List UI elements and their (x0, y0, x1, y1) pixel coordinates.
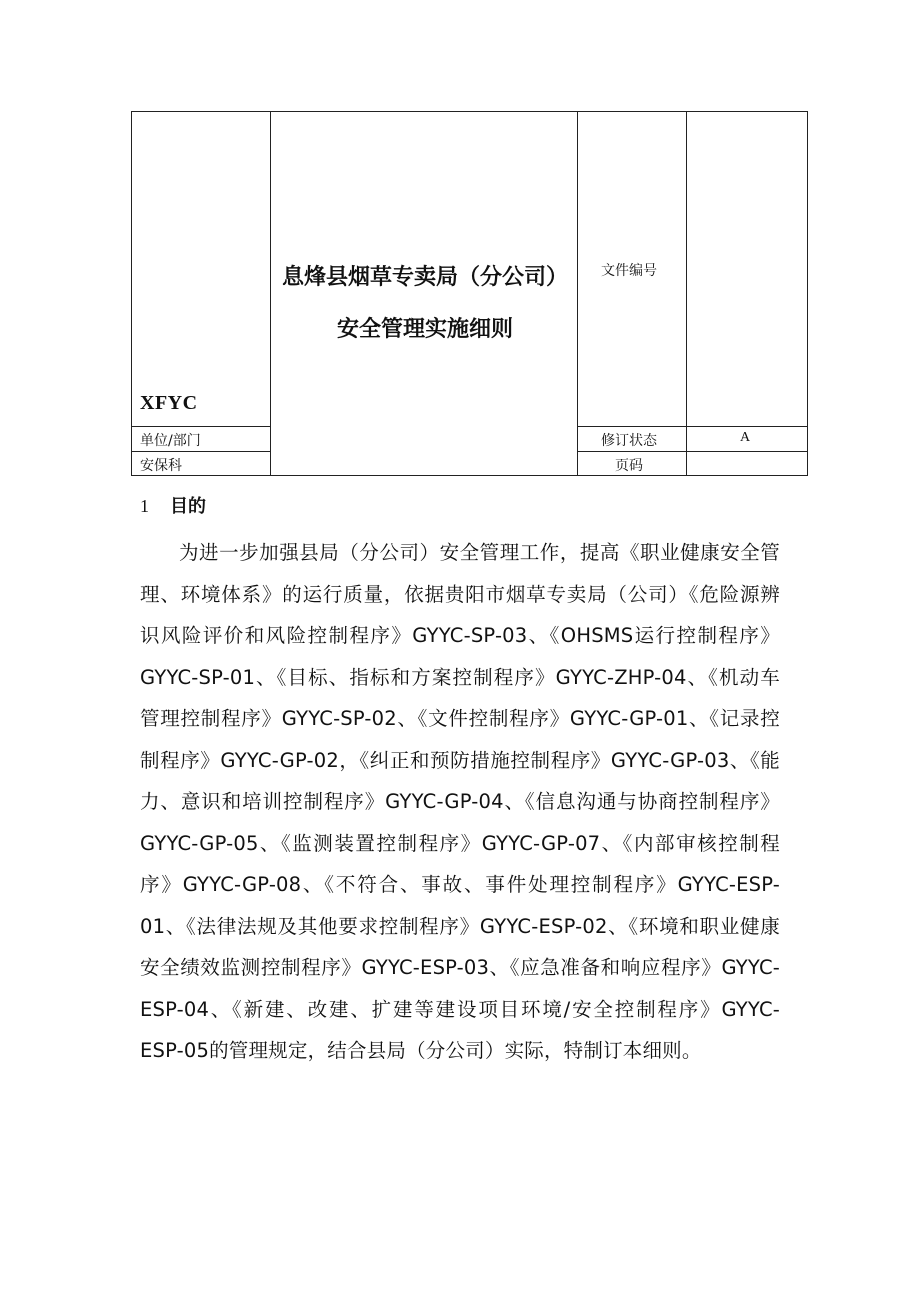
document-title: 息烽县烟草专卖局（分公司）安全管理实施细则 (281, 265, 568, 342)
table-divider (577, 451, 808, 452)
company-logo-text: XFYC (140, 392, 198, 414)
table-divider (577, 426, 808, 427)
revision-label: 修订状态 (601, 433, 657, 449)
doc-number-label: 文件编号 (601, 263, 657, 279)
purpose-paragraph: 为进一步加强县局（分公司）安全管理工作，提高《职业健康安全管理、环境体系》的运行质量，依据贵阳市烟草专卖局（公司）《危险源辨识风险评价和风险控制程序》GYYC-SP-03、《OHSMS运行控制程序》GYYC-SP-01、《目标、指标和方案控制程序》GYYC-ZHP-04、《机动车管理控制程序》GYYC-SP-02、《文件控制程序》GYYC-GP-01、《记录控制程序》GYYC-GP-02，《纠正和预防措施控制程序》GYYC-GP-03、《能力、意识和培训控制程序》GYYC-GP-04、《信息沟通与协商控制程序》GYYC-GP-05、《监测装置控制程序》GYYC-GP-07、《内部审核控制程序》GYYC-GP-08、《不符合、事故、事件处理控制程序》GYYC-ESP-01、《法律法规及其他要求控制程序》GYYC-ESP-02、《环境和职业健康安全绩效监测控制程序》GYYC-ESP-03、《应急准备和响应程序》GYYC-ESP-04、《新建、改建、扩建等建设项目环境/安全控制程序》GYYC-ESP-05的管理规定，结合县局（分公司）实际，特制订本细则。 (140, 541, 780, 1062)
table-divider (270, 112, 271, 426)
section-title: 目的 (170, 496, 206, 517)
page-label: 页码 (615, 458, 643, 474)
unit-label: 单位/部门 (140, 433, 201, 449)
revision-value: A (740, 430, 751, 445)
section-number: 1 (140, 496, 149, 516)
unit-value: 安保科 (140, 458, 182, 474)
table-divider (132, 426, 271, 427)
section-heading (140, 492, 206, 518)
table-divider (577, 112, 578, 476)
table-divider (132, 451, 271, 452)
document-header-table (131, 111, 808, 476)
table-divider (686, 112, 687, 476)
